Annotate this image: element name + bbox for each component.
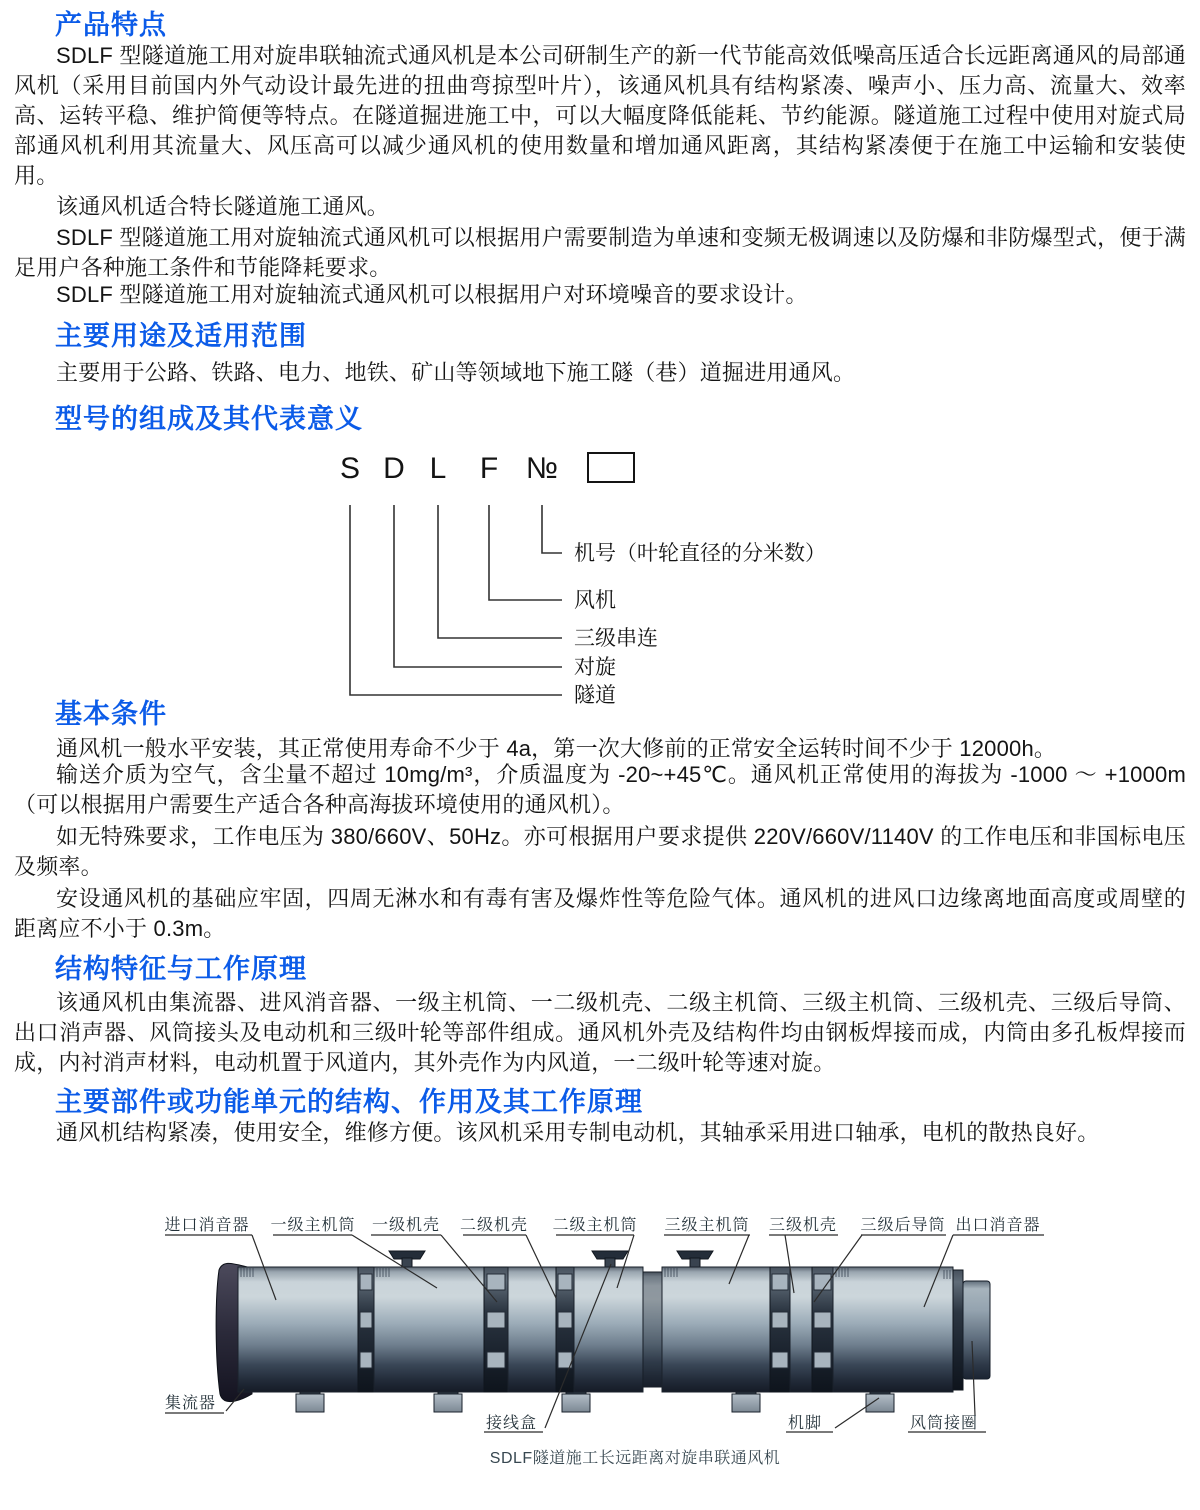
duct-connection-ring [963,1281,990,1379]
paragraph-components-1: 通风机结构紧凑，使用安全，维修方便。该风机采用专制电动机，其轴承采用进口轴承，电机的散热良好。 [56,1120,1100,1145]
label-stage3-casing: 三级主机筒 [664,1217,750,1234]
outlet-ring [953,1270,963,1390]
paragraph-basic-3: 如无特殊要求，工作电压为 380/660V、50Hz。亦可根据用户要求提供 220V/660V/1140V 的工作电压和非国标电压及频率。 [14,824,1186,879]
label-stage2-casing: 二级主机筒 [552,1217,638,1234]
heading-basic: 基本条件 [55,699,167,729]
model-label-tunnel: 隧道 [574,684,616,707]
paragraph-features-4: SDLF 型隧道施工用对旋轴流式通风机可以根据用户对环境噪音的要求设计。 [56,282,808,307]
paragraph-features-1: SDLF 型隧道施工用对旋串联轴流式通风机是本公司研制生产的新一代节能高效低噪高压适合长远距离通风的局部通风机（采用目前国内外气动设计最先进的扭曲弯掠型叶片），该通风机具有结构紧凑、噪声小、压力高、流量大、效率高、运转平稳、维护简便等特点。在隧道掘进施工中，可以大幅度降低能耗、节约能源。隧道施工过程中使用对旋式局部通风机利用其流量大、风压高可以减少通风机的使用数量和增加通风距离，其结构紧凑便于在施工中运输和安装使用。 [14,43,1186,188]
heading-features: 产品特点 [55,10,167,40]
label-stage3-guide: 三级后导筒 [860,1217,946,1234]
drawing-top-labels [164,1216,1040,1234]
line-to-number [542,505,562,553]
model-number-box [588,453,634,482]
line-to-series [438,505,562,638]
paragraph-features-3: SDLF 型隧道施工用对旋轴流式通风机可以根据用户需要制造为单速和变频无极调速以及防爆和非防爆型式，便于满足用户各种施工条件和节能降耗要求。 [14,225,1186,280]
paragraph-basic-4: 安设通风机的基础应牢固，四周无淋水和有毒有害及爆炸性等危险气体。通风机的进风口边缘离地面高度或周壁的距离应不小于 0.3m。 [14,886,1186,941]
model-designation-diagram [0,445,1200,707]
heading-components: 主要部件或功能单元的结构、作用及其工作原理 [55,1087,643,1117]
model-letter-d: D [383,452,405,485]
model-label-series: 三级串连 [574,627,658,650]
lifting-lugs [389,1251,713,1268]
label-underlines-bottom [165,1413,986,1432]
line-to-contra [394,505,562,667]
model-label-fan: 风机 [574,589,616,612]
recessed-joint-shade [643,1272,662,1387]
heading-structure: 结构特征与工作原理 [55,954,307,984]
paragraph-usage-1: 主要用于公路、铁路、电力、地铁、矿山等领域地下施工隧（巷）道掘进用通风。 [56,360,856,385]
model-diagram-lines [350,505,562,695]
model-letter-f: F [479,452,499,485]
label-stage2-shell: 二级机壳 [459,1217,529,1234]
label-inlet-silencer: 进口消音器 [164,1217,250,1234]
segment-stage3-casing [662,1267,770,1392]
label-stage1-shell: 一级机壳 [371,1217,441,1234]
segment-outlet-silencer [833,1267,953,1392]
lifting-lug [677,1251,713,1268]
lifting-lug [389,1251,425,1268]
drawing-caption: SDLF隧道施工长远距离对旋串联通风机 [489,1450,781,1467]
fan-body [238,1267,990,1392]
label-stage1-casing: 一级主机筒 [270,1217,356,1234]
fan-technical-drawing [0,1180,1200,1510]
model-label-number: 机号（叶轮直径的分米数） [574,542,826,565]
label-collector: 集流器 [165,1395,217,1412]
segment-inlet-silencer [238,1267,358,1392]
paragraph-basic-2: 输送介质为空气，含尘量不超过 10mg/m³，介质温度为 -20~+45℃。通风机正常使用的海拔为 -1000 ～ +1000m（可以根据用户需要生产适合各种高海拔环境使用的通风机）。 [14,762,1186,817]
label-foot: 机脚 [788,1415,823,1432]
model-label-contra: 对旋 [574,656,616,679]
heading-usage: 主要用途及适用范围 [55,321,307,351]
model-letter-no: № [525,452,559,485]
model-letter-l: L [429,452,447,485]
label-junction-box: 接线盒 [486,1415,538,1432]
paragraph-features-2: 该通风机适合特长隧道施工通风。 [56,194,390,219]
heading-model: 型号的组成及其代表意义 [55,404,363,434]
model-letter-s: S [339,452,361,485]
paragraph-structure-1: 该通风机由集流器、进风消音器、一级主机筒、一二级机壳、二级主机筒、三级主机筒、三级机壳、三级后导筒、出口消声器、风筒接头及电动机和三级叶轮等部件组成。通风机外壳及结构件均由钢板焊接而成，内筒由多孔板焊接而成，内衬消声材料，电动机置于风道内，其外壳作为内风道，一二级叶轮等速对旋。 [14,990,1186,1075]
label-duct-ring: 风筒接圈 [910,1415,979,1432]
label-stage3-shell: 三级机壳 [768,1217,838,1234]
label-outlet-silencer: 出口消音器 [955,1217,1041,1234]
segment-stage1-casing [374,1267,484,1392]
segment-stage2-shell [508,1267,556,1392]
paragraph-basic-1: 通风机一般水平安装，其正常使用寿命不少于 4a，第一次大修前的正常安全运转时间不少于 12000h。 [56,736,1057,761]
leader-foot [835,1398,879,1428]
